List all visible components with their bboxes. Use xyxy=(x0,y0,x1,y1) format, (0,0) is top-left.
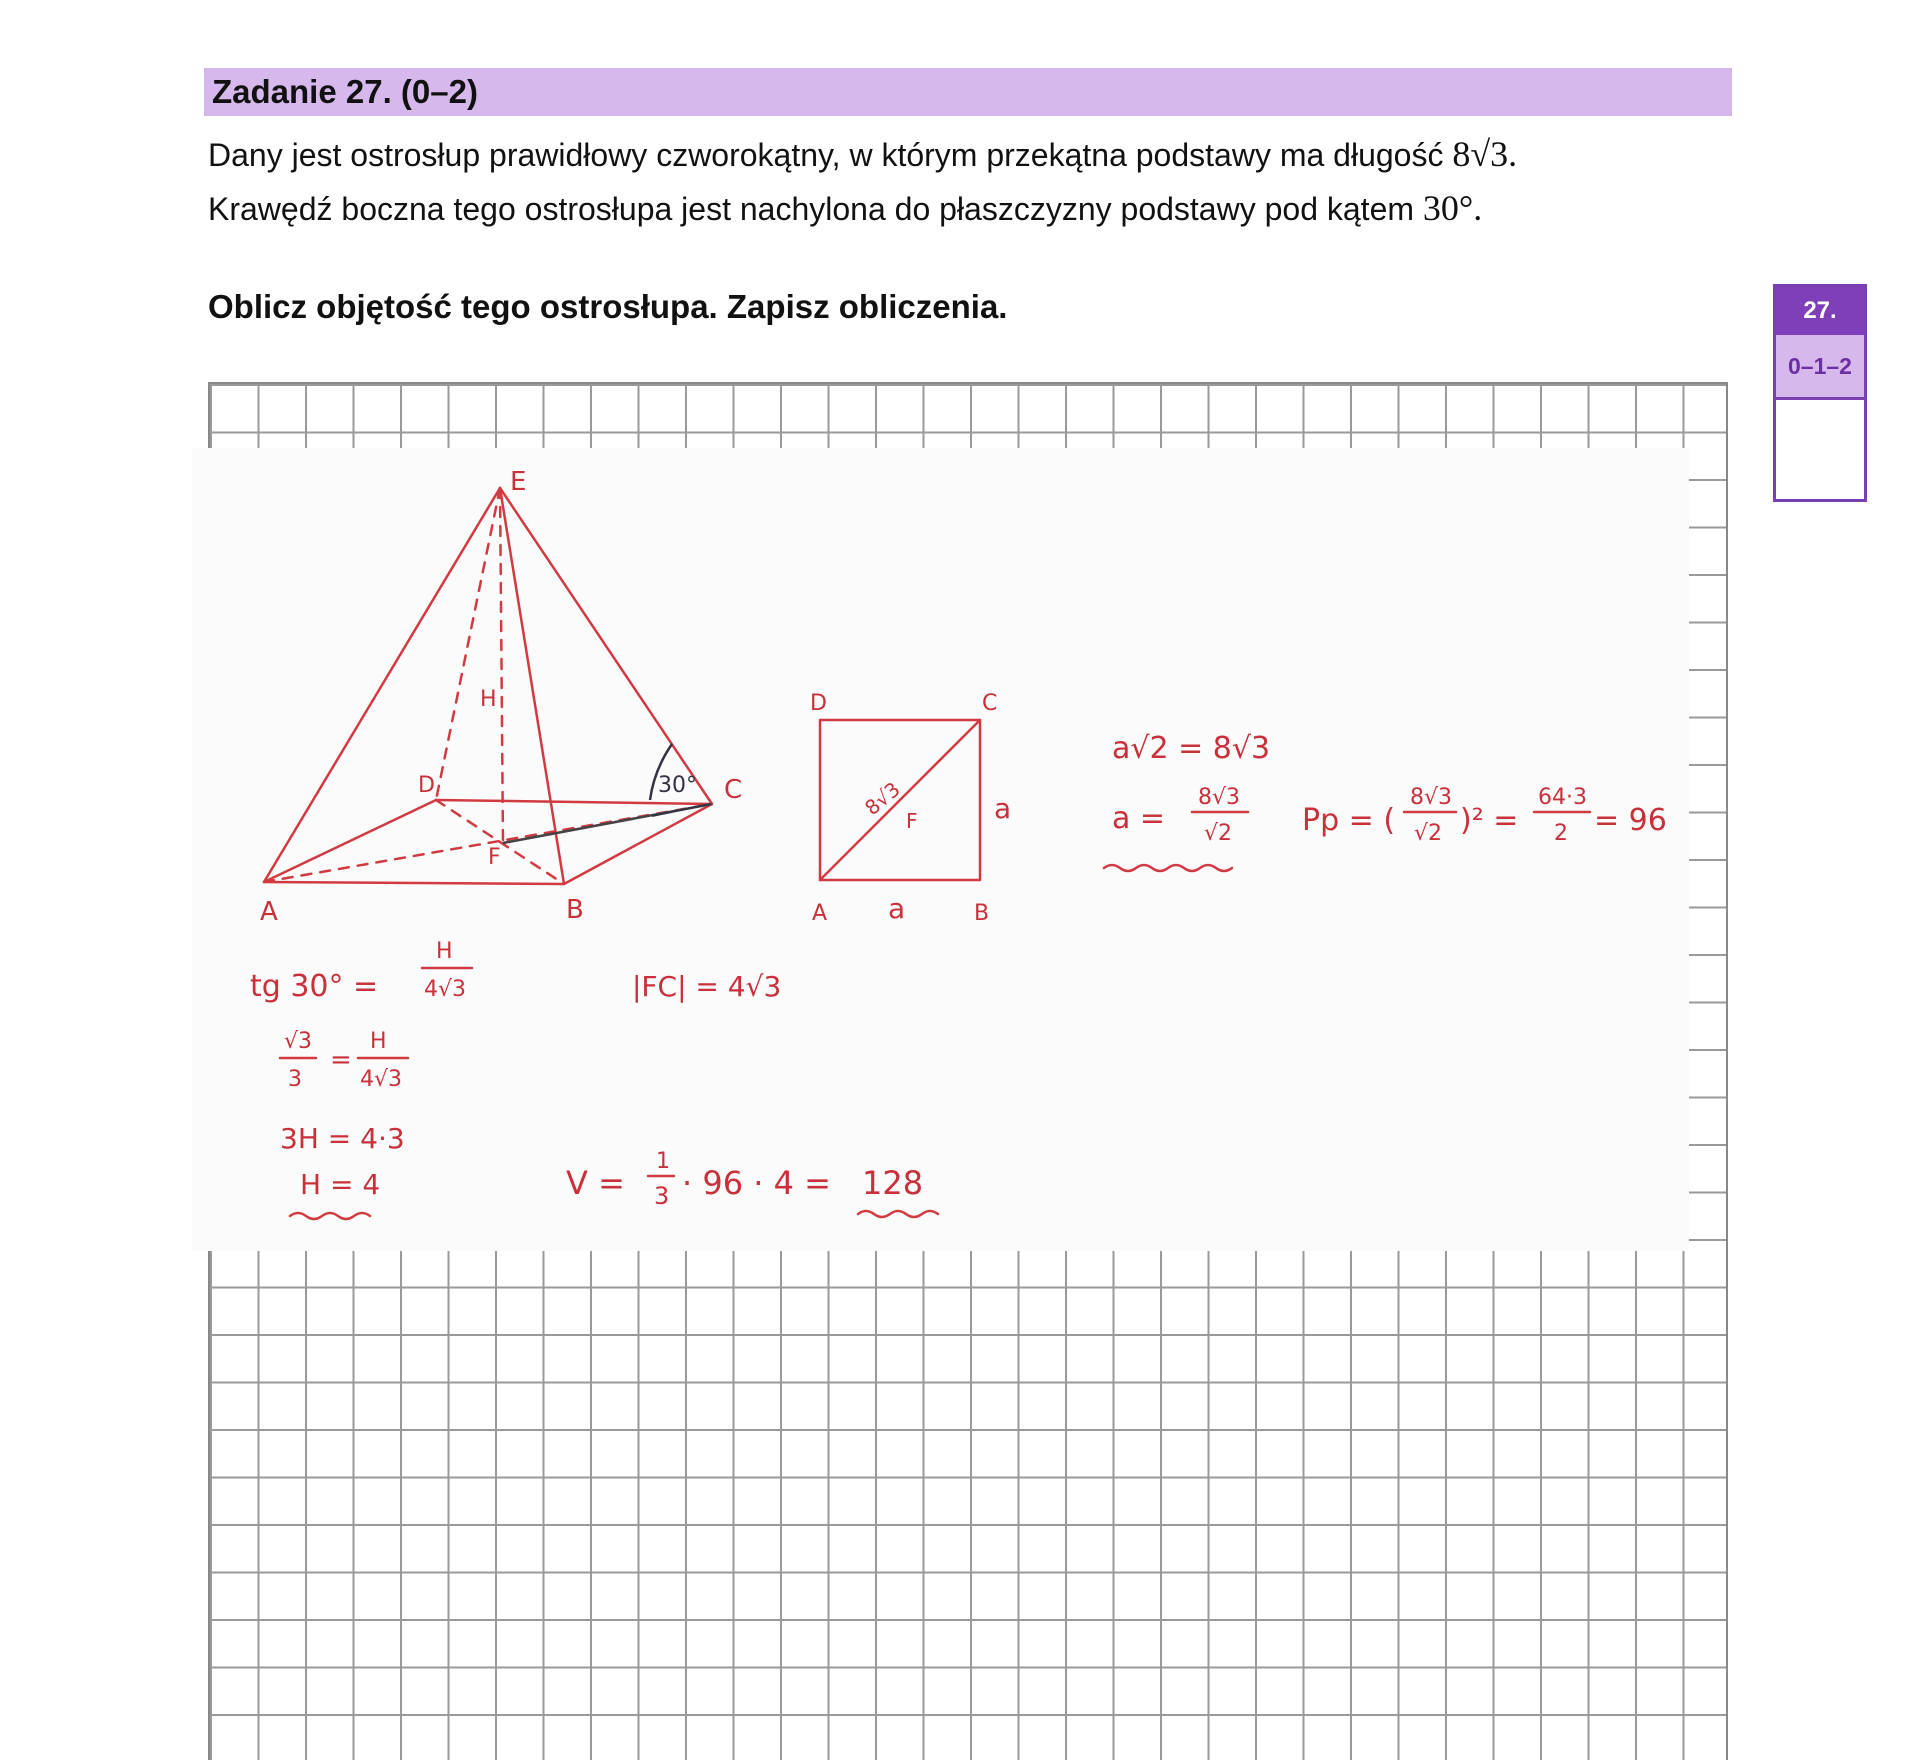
eq-ratio-lhs-den: 3 xyxy=(288,1067,302,1092)
task-header-bar xyxy=(204,68,1732,116)
label-pyramid-E: E xyxy=(510,467,527,497)
eq-v-lhs: V = xyxy=(566,1164,625,1202)
label-square-B: B xyxy=(974,901,990,926)
eq-area-den: 2 xyxy=(1554,821,1568,846)
eq-3h: 3H = 4·3 xyxy=(280,1122,405,1155)
eq-area-frac-den: √2 xyxy=(1414,821,1443,846)
eq-v-den: 3 xyxy=(654,1182,670,1210)
statement-math-angle: 30°. xyxy=(1422,188,1483,228)
eq-h: H = 4 xyxy=(300,1168,381,1201)
eq-ratio-rhs-den: 4√3 xyxy=(360,1067,403,1092)
eq-ratio-eq: = xyxy=(330,1045,352,1075)
score-task-number: 27. xyxy=(1776,287,1864,335)
score-box xyxy=(1773,284,1867,502)
eq-v-num: 1 xyxy=(656,1149,670,1174)
eq-tg-num: H xyxy=(436,939,453,964)
task-title: Zadanie 27. (0–2) xyxy=(212,73,478,110)
eq-tg-den: 4√3 xyxy=(424,977,467,1002)
eq-area-num: 64·3 xyxy=(1538,785,1587,810)
label-pyramid-F: F xyxy=(488,845,501,870)
eq-v-rest: · 96 · 4 = xyxy=(682,1164,831,1202)
label-square-C: C xyxy=(982,691,998,716)
eq-tg-lhs: tg 30° = xyxy=(250,969,379,1004)
handwritten-solution-drawing xyxy=(192,448,1689,1251)
base-square-drawing xyxy=(820,720,980,880)
statement-math-diagonal: 8√3. xyxy=(1452,134,1518,174)
label-pyramid-H: H xyxy=(480,687,497,712)
pyramid-drawing xyxy=(264,488,712,884)
task-statement-line-2 xyxy=(208,188,1482,229)
label-square-F: F xyxy=(906,809,918,833)
handwritten-solution-scan xyxy=(192,448,1689,1251)
eq-v-result: 128 xyxy=(862,1164,924,1202)
label-square-diagonal: 8√3 xyxy=(860,777,905,820)
label-square-side-right: a xyxy=(994,792,1012,825)
label-square-D: D xyxy=(810,691,827,716)
eq-area-mid: )² = xyxy=(1460,803,1519,838)
eq-side-2-lhs: a = xyxy=(1112,801,1166,836)
score-entry-field[interactable] xyxy=(1776,400,1864,502)
label-angle-30: 30° xyxy=(658,773,697,798)
label-square-side-bottom: a xyxy=(888,892,906,925)
label-pyramid-B: B xyxy=(566,895,584,925)
task-instruction: Oblicz objętość tego ostrosłupa. Zapisz obliczenia. xyxy=(208,288,1008,325)
eq-fc: |FC| = 4√3 xyxy=(632,970,782,1003)
label-pyramid-D: D xyxy=(418,773,435,798)
statement-text-1: Dany jest ostrosłup prawidłowy czworokątny, w którym przekątna podstawy ma długość xyxy=(208,137,1444,173)
eq-side-2-den: √2 xyxy=(1204,821,1233,846)
eq-area-frac-num: 8√3 xyxy=(1410,785,1453,810)
eq-side-2-num: 8√3 xyxy=(1198,785,1241,810)
eq-area-result: = 96 xyxy=(1594,803,1667,838)
task-statement-line-1 xyxy=(208,134,1517,175)
eq-ratio-rhs-num: H xyxy=(370,1029,387,1054)
score-scale: 0–1–2 xyxy=(1776,335,1864,400)
eq-side-1: a√2 = 8√3 xyxy=(1112,731,1271,766)
label-pyramid-C: C xyxy=(724,775,743,805)
eq-area-lhs: Pp = ( xyxy=(1302,803,1396,838)
label-square-A: A xyxy=(812,901,828,926)
eq-ratio-lhs-num: √3 xyxy=(284,1029,313,1054)
statement-text-2: Krawędź boczna tego ostrosłupa jest nachylona do płaszczyzny podstawy pod kątem xyxy=(208,191,1415,227)
label-pyramid-A: A xyxy=(260,897,278,927)
